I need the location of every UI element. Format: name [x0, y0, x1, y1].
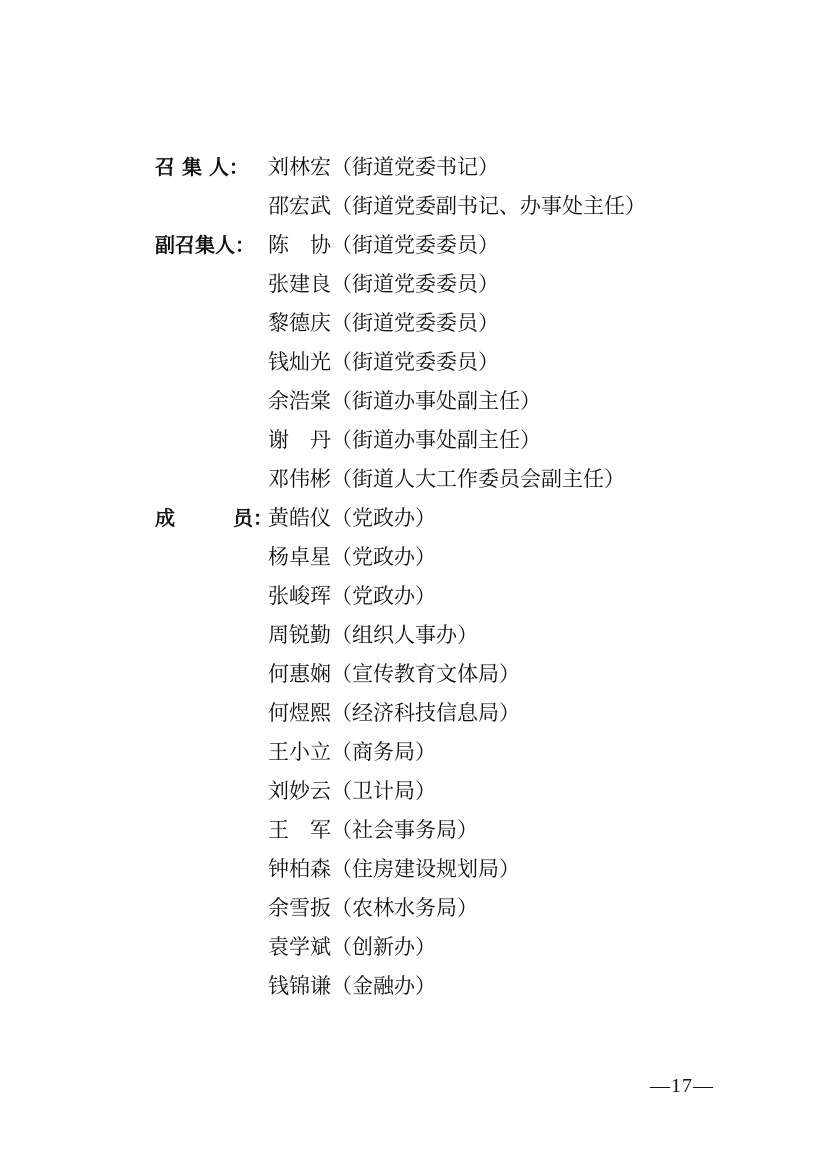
list-item	[155, 382, 775, 421]
member-title: （党政办）	[331, 584, 436, 608]
member-name: 何惠娴	[268, 662, 331, 686]
member-name: 钟柏森	[268, 857, 331, 881]
member-name: 陈 协	[268, 233, 331, 257]
list-item	[155, 772, 775, 811]
member-title: （商务局）	[331, 740, 436, 764]
member-title: （街道党委委员）	[331, 350, 499, 374]
member-title: （金融办）	[331, 974, 436, 998]
member-name: 余浩棠	[268, 389, 331, 413]
member-name: 周锐勤	[268, 623, 331, 647]
member-title: （街道党委委员）	[331, 272, 499, 296]
member-name: 何煜熙	[268, 701, 331, 725]
list-item	[155, 655, 775, 694]
section-label-convener: 召 集 人：	[155, 155, 249, 179]
list-item	[155, 499, 775, 538]
member-name: 杨卓星	[268, 545, 331, 569]
member-name: 张建良	[268, 272, 331, 296]
list-item	[155, 889, 775, 928]
member-name: 谢 丹	[268, 428, 331, 452]
member-name: 张峻珲	[268, 584, 331, 608]
list-item	[155, 265, 775, 304]
member-title: （卫计局）	[331, 779, 436, 803]
member-list	[155, 148, 775, 1006]
list-item	[155, 460, 775, 499]
list-item	[155, 421, 775, 460]
section-label-members-left: 成	[155, 506, 175, 530]
list-item	[155, 577, 775, 616]
member-name: 刘林宏	[268, 155, 331, 179]
list-item	[155, 928, 775, 967]
member-title: （街道人大工作委员会副主任）	[331, 467, 625, 491]
member-title: （宣传教育文体局）	[331, 662, 520, 686]
member-name: 黎德庆	[268, 311, 331, 335]
page-number: —17—	[650, 1075, 714, 1097]
list-item	[155, 304, 775, 343]
list-item	[155, 616, 775, 655]
section-label-deputy-convener: 副召集人：	[155, 233, 255, 257]
member-title: （经济科技信息局）	[331, 701, 520, 725]
member-title: （组织人事办）	[331, 623, 478, 647]
list-item	[155, 811, 775, 850]
member-name: 余雪扳	[268, 896, 331, 920]
list-item	[155, 343, 775, 382]
section-label-members	[155, 499, 273, 538]
member-title: （社会事务局）	[331, 818, 478, 842]
member-title: （街道党委书记）	[331, 155, 499, 179]
member-title: （街道办事处副主任）	[331, 428, 541, 452]
list-item	[155, 538, 775, 577]
list-item	[155, 187, 775, 226]
list-item	[155, 733, 775, 772]
member-name: 袁学斌	[268, 935, 331, 959]
member-title: （街道党委委员）	[331, 311, 499, 335]
member-title: （街道党委委员）	[331, 233, 499, 257]
list-item	[155, 694, 775, 733]
member-name: 钱灿光	[268, 350, 331, 374]
member-title: （街道办事处副主任）	[331, 389, 541, 413]
member-name: 钱锦谦	[268, 974, 331, 998]
member-name: 邓伟彬	[268, 467, 331, 491]
member-name: 王 军	[268, 818, 331, 842]
list-item	[155, 148, 775, 187]
member-title: （街道党委副书记、办事处主任）	[331, 194, 646, 218]
member-title: （住房建设规划局）	[331, 857, 520, 881]
member-name: 刘妙云	[268, 779, 331, 803]
member-name: 邵宏武	[268, 194, 331, 218]
member-title: （创新办）	[331, 935, 436, 959]
member-name: 王小立	[268, 740, 331, 764]
section-label-members-right: 员：	[233, 506, 273, 530]
member-title: （农林水务局）	[331, 896, 478, 920]
list-item	[155, 967, 775, 1006]
list-item	[155, 226, 775, 265]
list-item	[155, 850, 775, 889]
member-title: （党政办）	[331, 506, 436, 530]
member-name: 黄皓仪	[268, 506, 331, 530]
member-title: （党政办）	[331, 545, 436, 569]
